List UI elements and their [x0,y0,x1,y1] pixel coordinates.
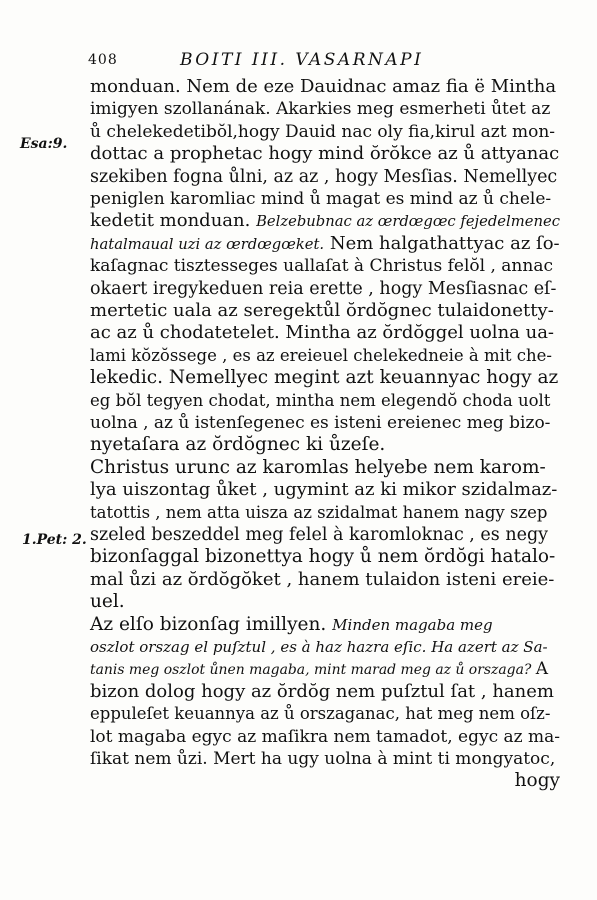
text-line [90,614,560,636]
text-line [90,188,560,210]
text-segment: peniglen karomliac mind ů magat es mind az ů chele- [90,189,552,209]
text-segment: bizonſaggal bizonettya hogy ů nem ŏrdŏgi hatalo- [90,546,556,568]
text-line [90,255,560,277]
text-segment: Az elſo bizonſag imillyen. [90,613,333,635]
margin-note-isaiah: Esa:9. [20,136,68,152]
text-segment: szeled beszeddel meg felel à karomloknac , es negy [90,525,549,545]
text-line [90,748,560,770]
text-line [90,166,560,188]
text-segment: uel. [90,591,125,613]
text-segment: nyetaſara az ŏrdŏgnec ki ůzeſe. [90,434,386,456]
margin-note-peter: 1.Pet: 2. [22,532,87,548]
text-line [90,658,560,681]
text-line [90,300,560,322]
text-line [90,143,560,165]
text-segment: uolna , az ů istenſegenec es isteni ereienec meg bizo- [90,413,551,433]
text-line [90,233,560,256]
italic-segment: tanis meg oszlot ůnen magaba, mint marad meg az ů orszaga? [90,662,536,679]
text-segment: lekedic. Nemellyec megint azt keuannyac hogy az [90,367,559,389]
text-line [90,278,560,300]
text-line [90,569,560,591]
text-line [90,121,560,143]
text-segment: lot magaba egyc az maſikra nem tamadot, egyc az ma- [90,726,560,747]
text-segment: okaert iregykeduen reia erette , hogy Mesſiasnac eſ- [90,278,557,299]
text-line [90,412,560,434]
text-line [90,210,560,233]
text-segment: A [535,659,549,680]
page-header [88,50,560,74]
text-segment: mertetic uala az seregektůl ŏrdŏgnec tulaidonetty- [90,300,554,321]
text-line [90,681,560,703]
text-line [90,546,560,568]
text-segment: lya uiszontag ůket , ugymint az ki mikor szidalmaz- [90,479,558,501]
text-segment: Nem halgathattyac az ſo- [324,232,560,254]
text-segment: ſikat nem ůzi. Mert ha ugy uolna à mint ti mongyatoc, [90,749,556,769]
text-segment: ac az ů chodatetelet. Mintha az ŏrdŏggel uolna ua- [90,322,555,344]
text-segment: lami kŏzŏssege , es az ereieuel chelekedneie à mit che- [90,345,552,365]
text-line [90,591,560,613]
text-segment: kaſagnac tisztesseges uallaſat à Christus felŏl , annac [90,256,553,277]
text-segment: Christus urunc az karomlas helyebe nem karom- [90,456,546,478]
text-segment: hogy [514,770,560,792]
text-line [90,479,560,501]
text-segment: ů chelekedetibŏl,hogy Dauid nac oly fia,kirul azt mon- [90,121,556,142]
text-segment: monduan. Nem de eze Dauidnac amaz fia ë Mintha [90,76,557,97]
italic-segment: hatalmaual uzi az œrdœgœket. [90,235,325,253]
text-line [90,322,560,344]
running-title: BOITI III. VASARNAPI [180,50,424,70]
text-line [90,703,560,725]
text-line [90,457,560,479]
text-line [90,98,560,120]
text-line [90,76,560,98]
text-segment: dottac a prophetac hogy mind ŏrŏkce az ů attyanac [90,143,560,165]
text-line [90,390,560,412]
italic-segment: Belzebubnac az œrdœgœc fejedelmenec [256,213,560,231]
italic-segment: oszlot orszag el puſztul , es à haz hazra eſic. Ha azert az Sa- [90,638,548,656]
text-segment: eppuleſet keuannya az ů orszaganac, hat meg nem oſz- [90,704,551,724]
text-line [90,770,560,792]
page-number: 408 [88,52,118,68]
text-line [90,502,560,524]
text-segment: tatottis , nem atta uisza az szidalmat hanem nagy szep [90,502,548,522]
text-segment: eg bŏl tegyen chodat, mintha nem elegendŏ choda uolt [90,390,551,410]
text-segment: bizon dolog hogy az ŏrdŏg nem puſztul ſat , hanem [90,680,554,702]
text-segment: mal ůzi az ŏrdŏgŏket , hanem tulaidon isteni ereie- [90,568,555,590]
text-segment: kedetit monduan. [90,210,257,232]
text-segment: imigyen szollanának. Akarkies meg esmerheti ůtet az [90,99,551,120]
text-line [90,367,560,389]
text-line [90,434,560,456]
text-line [90,524,560,546]
text-segment: szekiben fogna ůlni, az az , hogy Mesſias. Nemellyec [90,166,558,187]
text-line [90,636,560,658]
italic-segment: Minden magaba meg [332,615,493,634]
text-line [90,345,560,367]
text-line [90,726,560,748]
